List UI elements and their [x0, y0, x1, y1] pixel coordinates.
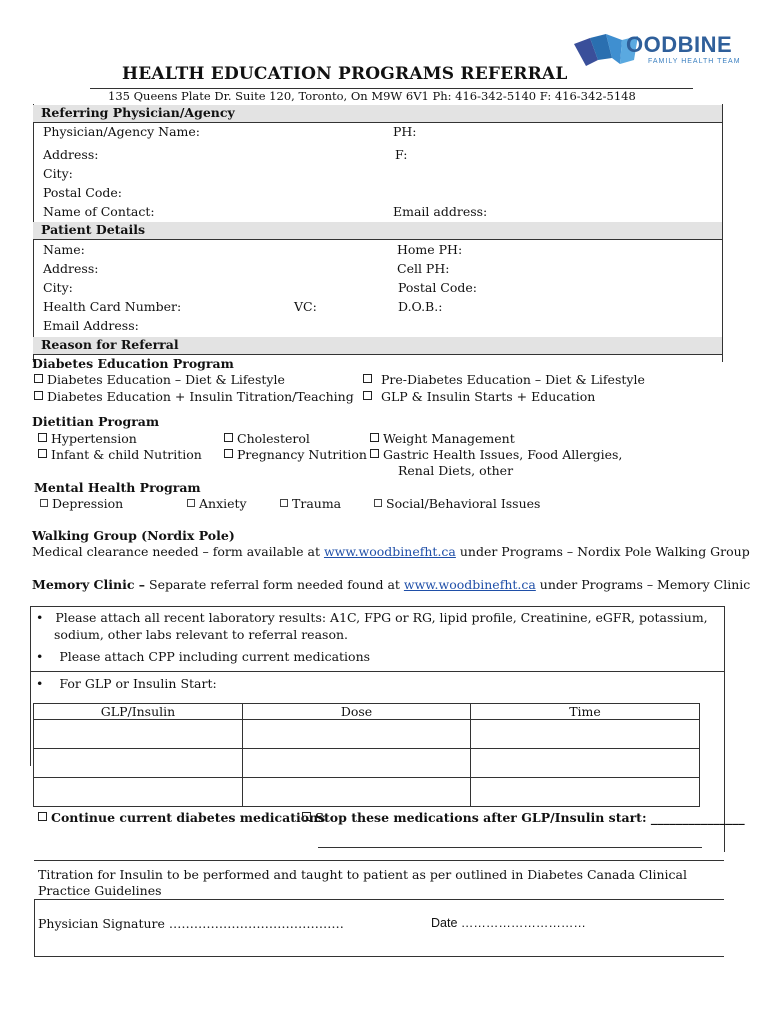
walking-link[interactable]: www.woodbinefht.ca — [323, 544, 456, 559]
physician-postal-label: Postal Code: — [43, 185, 122, 200]
logo-tagline: FAMILY HEALTH TEAM — [648, 58, 741, 65]
medication-table — [33, 703, 700, 807]
physician-address-label: Address: — [43, 147, 99, 162]
bullet-cpp-text: Please attach CPP including current medications — [59, 649, 371, 664]
column-header-time: Time — [471, 704, 700, 720]
option-label: Hypertension — [51, 431, 137, 446]
physician-email-label: Email address: — [393, 204, 488, 219]
dose-cell[interactable] — [243, 749, 471, 778]
dietitian-option-infant[interactable] — [38, 447, 202, 462]
patient-city-label: City: — [43, 280, 73, 295]
mental-option-depression[interactable] — [40, 496, 123, 511]
section-title-patient: Patient Details — [41, 222, 146, 237]
signature-box-bottom — [34, 956, 724, 957]
table-row — [34, 749, 700, 778]
checkbox[interactable] — [363, 374, 372, 383]
dose-cell[interactable] — [243, 720, 471, 749]
continue-meds-label: Continue current diabetes medications — [51, 810, 326, 825]
walking-text-before: Medical clearance needed – form available at — [32, 544, 324, 559]
option-label: Infant & child Nutrition — [51, 447, 202, 462]
form-border-right — [722, 104, 723, 362]
date-field[interactable]: Date ………………………… — [431, 916, 586, 930]
bullet-labs-line1: Please attach all recent laboratory results: A1C, FPG or RG, lipid profile, Creatinine, eGFR, potassium, — [55, 610, 708, 625]
notes-divider — [30, 671, 724, 672]
option-label: Diabetes Education + Insulin Titration/Teaching — [47, 389, 354, 404]
memory-clinic-title: Memory Clinic – — [32, 577, 146, 592]
stop-meds-blank-line[interactable] — [318, 847, 702, 848]
column-header-glp: GLP/Insulin — [34, 704, 243, 720]
memory-clinic-line — [32, 577, 750, 592]
checkbox[interactable] — [302, 812, 311, 821]
option-label: Social/Behavioral Issues — [386, 496, 541, 511]
patient-postal-label: Postal Code: — [398, 280, 477, 295]
patient-dob-label: D.O.B.: — [398, 299, 443, 314]
time-cell[interactable] — [471, 720, 700, 749]
option-label: Anxiety — [199, 496, 247, 511]
dietitian-option-weight[interactable] — [370, 431, 515, 446]
dietitian-option-cholesterol[interactable] — [224, 431, 310, 446]
logo-name: OODBINE — [626, 32, 733, 57]
diabetes-program-title: Diabetes Education Program — [32, 356, 234, 371]
mental-option-anxiety[interactable] — [187, 496, 247, 511]
physician-contact-label: Name of Contact: — [43, 204, 155, 219]
glp-cell[interactable] — [34, 749, 243, 778]
dose-cell[interactable] — [243, 778, 471, 807]
bullet-labs-line2: sodium, other labs relevant to referral reason. — [54, 627, 348, 642]
memory-text-before: Separate referral form needed found at — [145, 577, 404, 592]
bullet-icon: • — [36, 676, 44, 691]
bullet-icon: • — [36, 610, 44, 625]
bullet-glp — [36, 676, 217, 691]
checkbox[interactable] — [34, 374, 43, 383]
stop-meds-option[interactable] — [302, 810, 745, 825]
memory-link[interactable]: www.woodbinefht.ca — [403, 577, 536, 592]
checkbox[interactable] — [34, 391, 43, 400]
patient-email-label: Email Address: — [43, 318, 139, 333]
time-cell[interactable] — [471, 749, 700, 778]
column-header-dose: Dose — [243, 704, 471, 720]
section-header-reason — [33, 337, 722, 355]
dietitian-option-hypertension[interactable] — [38, 431, 137, 446]
checkbox[interactable] — [370, 433, 379, 442]
notes-box-top — [30, 606, 724, 607]
table-header-row — [34, 704, 700, 720]
bullet-glp-text: For GLP or Insulin Start: — [59, 676, 217, 691]
table-row — [34, 720, 700, 749]
physician-fax-label: F: — [395, 147, 408, 162]
signature-box-left — [34, 899, 35, 957]
walking-text-after: under Programs – Nordix Pole Walking Group — [455, 544, 750, 559]
stop-meds-blank[interactable]: _______________ — [650, 810, 745, 825]
diabetes-option-diet[interactable] — [34, 372, 285, 387]
option-label: Gastric Health Issues, Food Allergies, — [383, 447, 623, 462]
dietitian-program-title: Dietitian Program — [32, 414, 160, 429]
option-label: Pregnancy Nutrition — [237, 447, 367, 462]
checkbox[interactable] — [363, 391, 372, 400]
patient-name-label: Name: — [43, 242, 85, 257]
checkbox[interactable] — [374, 499, 382, 507]
checkbox[interactable] — [224, 433, 233, 442]
notes-box-left — [30, 606, 31, 766]
patient-hcn-label: Health Card Number: — [43, 299, 182, 314]
stop-meds-label: Stop these medications after GLP/Insulin start: — [315, 810, 647, 825]
page-title: HEALTH EDUCATION PROGRAMS REFERRAL — [122, 64, 568, 84]
table-row — [34, 778, 700, 807]
option-label: GLP & Insulin Starts + Education — [381, 389, 596, 404]
walking-program-text — [32, 544, 750, 559]
titration-line2: Practice Guidelines — [38, 883, 162, 898]
checkbox[interactable] — [187, 499, 195, 507]
physician-signature-field[interactable]: Physician Signature …………………………………… — [38, 916, 344, 931]
mental-option-social[interactable] — [374, 496, 540, 511]
checkbox[interactable] — [38, 449, 47, 458]
continue-meds-option[interactable] — [38, 810, 325, 825]
option-label: Pre-Diabetes Education – Diet & Lifestyle — [381, 372, 645, 387]
mental-program-title: Mental Health Program — [34, 480, 201, 495]
checkbox[interactable] — [280, 499, 288, 507]
physician-city-label: City: — [43, 166, 73, 181]
option-label: Diabetes Education – Diet & Lifestyle — [47, 372, 285, 387]
memory-text-after: under Programs – Memory Clinic — [535, 577, 751, 592]
titration-box-top — [34, 860, 724, 861]
checkbox[interactable] — [370, 449, 379, 458]
signature-box-top — [34, 899, 724, 900]
option-label: Cholesterol — [237, 431, 310, 446]
section-header-patient — [33, 222, 722, 240]
option-label: Weight Management — [383, 431, 515, 446]
glp-cell[interactable] — [34, 778, 243, 807]
checkbox[interactable] — [40, 499, 48, 507]
patient-homeph-label: Home PH: — [397, 242, 463, 257]
titration-line1: Titration for Insulin to be performed and taught to patient as per outlined in Diabetes Canada Clinical — [38, 867, 687, 882]
bullet-labs — [36, 610, 708, 625]
logo — [572, 28, 752, 76]
bullet-cpp — [36, 649, 370, 664]
patient-cellph-label: Cell PH: — [397, 261, 450, 276]
option-label: Trauma — [292, 496, 342, 511]
section-title-physician: Referring Physician/Agency — [41, 105, 235, 120]
glp-cell[interactable] — [34, 720, 243, 749]
diabetes-option-insulin-titration[interactable] — [34, 389, 354, 404]
dietitian-option-gastric-cont: Renal Diets, other — [398, 463, 514, 478]
diabetes-option-prediabetes[interactable] — [363, 372, 645, 387]
diabetes-option-glp-insulin[interactable] — [363, 389, 595, 404]
patient-vc-label: VC: — [294, 299, 317, 314]
mental-option-trauma[interactable] — [280, 496, 341, 511]
dietitian-option-gastric[interactable] — [370, 447, 622, 462]
option-label: Depression — [52, 496, 124, 511]
patient-address-label: Address: — [43, 261, 99, 276]
checkbox[interactable] — [38, 812, 47, 821]
checkbox[interactable] — [224, 449, 233, 458]
physician-ph-label: PH: — [393, 124, 417, 139]
clinic-address: 135 Queens Plate Dr. Suite 120, Toronto, On M9W 6V1 Ph: 416-342-5140 F: 416-342-5148 — [108, 89, 636, 103]
checkbox[interactable] — [38, 433, 47, 442]
time-cell[interactable] — [471, 778, 700, 807]
physician-name-label: Physician/Agency Name: — [43, 124, 201, 139]
dietitian-option-pregnancy[interactable] — [224, 447, 367, 462]
section-title-reason: Reason for Referral — [41, 337, 179, 352]
walking-program-title: Walking Group (Nordix Pole) — [32, 528, 235, 543]
bullet-icon: • — [36, 649, 44, 664]
section-header-physician — [33, 105, 722, 123]
